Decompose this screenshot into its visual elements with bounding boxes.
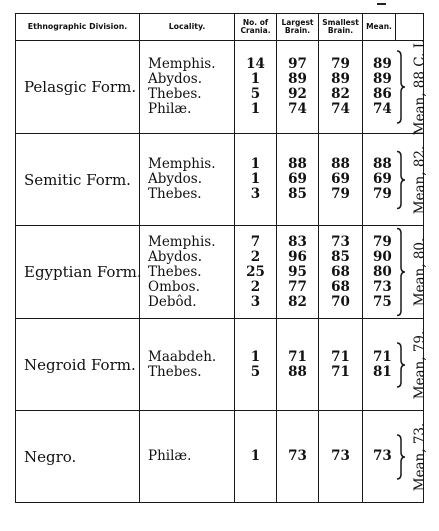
crania-value: 2 [250,278,261,295]
crania-value: 2 [250,248,261,265]
mean-value: 80 [373,263,392,280]
group-mean-summary: Mean, 79. [411,330,428,399]
mean-value: 73 [373,448,392,464]
header-locality: Locality. [140,14,235,41]
group-summary-cell [396,226,428,319]
mean-value: 79 [373,233,392,250]
group-mean-summary: Mean, 73. [411,422,428,491]
locality-name: Philæ. [148,448,192,464]
header-largest-line-2: Brain. [284,26,311,35]
group-mean-summary: Mean, 82. [411,145,428,214]
curly-brace [396,434,406,480]
header-largest-line-1: Largest [281,18,314,27]
header-smallest-line-2: Brain. [327,26,354,35]
header-largest [277,14,319,41]
mean-value: 88 [373,156,392,172]
locality-name: Thebes. [148,363,202,380]
largest-value: 92 [288,86,307,102]
smallest-value: 74 [331,101,350,117]
crania-value: 1 [250,171,261,187]
smallest-values [319,319,363,411]
largest-value: 85 [288,186,307,202]
largest-value: 97 [288,56,307,72]
curly-brace-path [397,435,405,479]
largest-value: 77 [288,278,307,295]
curly-brace [396,150,406,209]
crania-value: 1 [250,348,261,365]
locality-name: Abydos. [148,248,203,265]
locality-name: Debôd. [148,293,197,310]
mean-value: 69 [373,171,392,187]
locality-name: Abydos. [148,171,203,187]
table-row [16,319,424,411]
mean-value: 74 [373,101,392,117]
header-summary-blank [396,14,424,41]
mean-value: 75 [373,293,392,310]
header-crania [235,14,277,41]
crania-values [235,411,277,503]
header-crania-line-1: No. of [242,18,269,27]
division-name: Egyptian Form. [16,226,140,319]
group-mean-summary: Mean, 80. [411,237,428,307]
locality-name: Thebes. [148,86,202,102]
header-crania-line-2: Crania. [240,26,271,35]
cranial-capacity-table [15,13,428,503]
mean-value: 89 [373,71,392,87]
curly-brace-path [397,151,405,208]
curly-brace [396,50,406,124]
mean-values [363,319,396,411]
smallest-value: 71 [331,348,350,365]
smallest-values [319,134,363,226]
crania-value: 5 [250,86,261,102]
locality-list [140,226,235,319]
crania-value: 5 [250,363,261,380]
smallest-values [319,226,363,319]
locality-name: Maabdeh. [148,348,217,365]
smallest-value: 79 [331,186,350,202]
locality-name: Ombos. [148,278,200,295]
smallest-value: 73 [331,233,350,250]
locality-name: Thebes. [148,263,202,280]
locality-name: Abydos. [148,71,203,87]
smallest-value: 82 [331,86,350,102]
table-body [16,38,428,503]
locality-list [140,41,235,134]
locality-list [140,134,235,226]
smallest-value: 69 [331,171,350,187]
mean-value: 81 [373,363,392,380]
largest-values [277,319,319,411]
division-name: Pelasgic Form. [16,41,140,134]
largest-values [277,226,319,319]
smallest-value: 68 [331,278,350,295]
mean-values [363,226,396,319]
table-row [16,41,424,134]
smallest-value: 70 [331,293,350,310]
mean-values [363,134,396,226]
crania-value: 1 [250,71,261,87]
group-summary-cell [396,38,428,136]
corner-mark [377,3,386,5]
crania-value: 1 [250,156,261,172]
locality-name: Memphis. [148,56,216,72]
crania-value: 3 [250,186,261,202]
smallest-value: 68 [331,263,350,280]
locality-name: Memphis. [148,233,216,250]
group-summary-cell [396,134,428,226]
crania-values [235,226,277,319]
locality-name: Thebes. [148,186,202,202]
mean-value: 89 [373,56,392,72]
curly-brace [396,228,406,317]
crania-value: 25 [246,263,265,280]
locality-name: Philæ. [148,101,192,117]
crania-value: 7 [250,233,261,250]
table-row [16,226,424,319]
locality-name: Memphis. [148,156,216,172]
crania-value: 14 [246,56,265,72]
mean-value: 86 [373,86,392,102]
largest-value: 88 [288,363,307,380]
mean-value: 90 [373,248,392,265]
smallest-value: 88 [331,156,350,172]
largest-value: 83 [288,233,307,250]
header-row [16,14,424,41]
curly-brace-path [397,343,405,387]
mean-values [363,411,396,503]
crania-value: 1 [250,101,261,117]
group-summary-cell [396,411,428,503]
locality-list [140,319,235,411]
division-name: Negroid Form. [16,319,140,411]
locality-list [140,411,235,503]
division-name: Negro. [16,411,140,503]
smallest-value: 73 [331,448,350,464]
division-name: Semitic Form. [16,134,140,226]
smallest-value: 89 [331,71,350,87]
largest-value: 88 [288,156,307,172]
smallest-value: 85 [331,248,350,265]
largest-value: 69 [288,171,307,187]
smallest-values [319,411,363,503]
smallest-value: 71 [331,363,350,380]
curly-brace-path [397,229,405,316]
mean-values [363,41,396,134]
mean-value: 79 [373,186,392,202]
crania-values [235,134,277,226]
smallest-value: 79 [331,56,350,72]
table-row [16,134,424,226]
curly-brace-path [397,51,405,123]
largest-values [277,134,319,226]
crania-value: 3 [250,293,261,310]
table-row [16,411,424,503]
crania-values [235,41,277,134]
header-mean: Mean. [363,14,396,41]
mean-value: 73 [373,278,392,295]
largest-value: 73 [288,448,307,464]
largest-value: 95 [288,263,307,280]
largest-values [277,411,319,503]
mean-value: 71 [373,348,392,365]
group-mean-summary: Mean, 88 C. I. [411,38,428,136]
header-smallest-line-1: Smallest [322,18,359,27]
largest-value: 74 [288,101,307,117]
largest-value: 71 [288,348,307,365]
group-summary-cell [396,319,428,411]
header-smallest [319,14,363,41]
curly-brace [396,342,406,388]
largest-value: 96 [288,248,307,265]
largest-value: 89 [288,71,307,87]
header-division: Ethnographic Division. [16,14,140,41]
largest-values [277,41,319,134]
largest-value: 82 [288,293,307,310]
crania-values [235,319,277,411]
crania-value: 1 [250,448,261,464]
smallest-values [319,41,363,134]
